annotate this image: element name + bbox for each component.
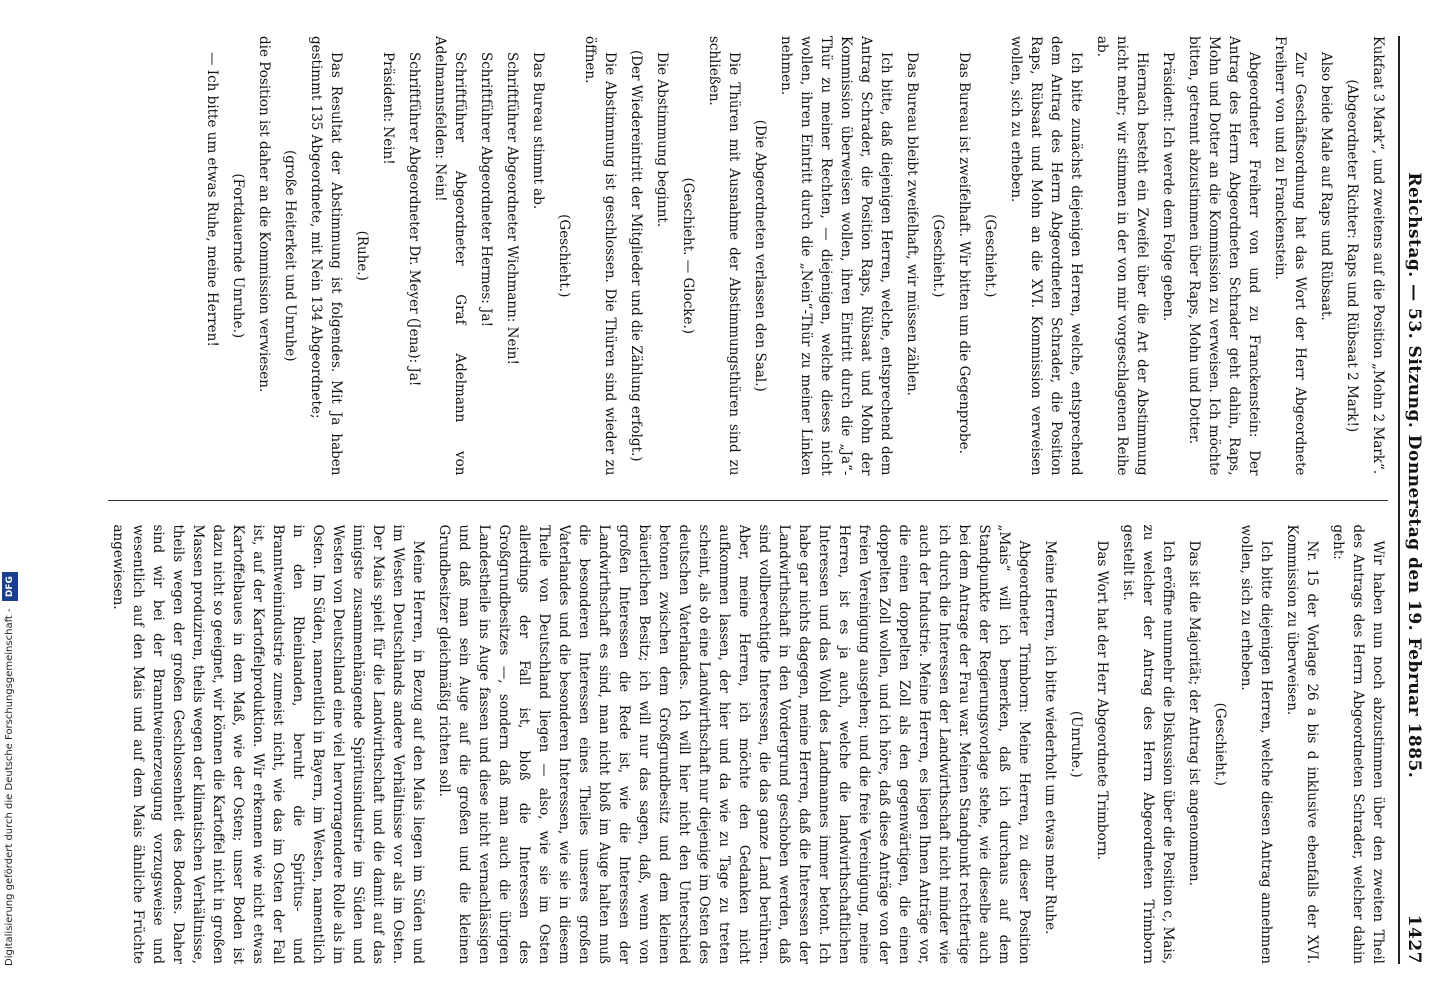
paragraph: (Die Abgeordneten verlassen den Saal.) (752, 119, 768, 392)
paragraph: Das ist die Majorität; der Antrag ist angenommen. (1186, 540, 1202, 886)
paragraph: — Ich bitte um etwas Ruhe, meine Herren! (204, 52, 220, 347)
paragraph: Die Abstimmung beginnt. (654, 52, 670, 228)
paragraph: (Geschieht.) (556, 214, 572, 298)
paragraph: Präsident: Ich werde dem Folge geben. (1160, 52, 1176, 322)
paragraph: die Position ist daher an die Kommission verwiesen. (256, 36, 272, 393)
page-number: 1427 (1404, 914, 1424, 964)
paragraph: Hiernach besteht ein Zweifel über die Art der Abstimmung nicht mehr; wir stimmen in der von mir vorgeschlagenen Reihe ab. (1094, 36, 1150, 476)
paragraph: Ich eröffne nunmehr die Diskussion über die Position c, Mais, zu welcher der Antrag des Herrn Abgeordneten Trimborn gestellt ist. (1120, 524, 1176, 964)
paragraph: Schriftführer Abgeordneter Graf Adelmann von Adelmannsfelden: Nein! (432, 36, 468, 476)
paragraph: Meine Herren, in Bezug auf den Mais liegen im Süden und im Westen Deutschlands andere Verhältnisse vor als im Osten. Der Mais spielt für die Landwirthschaft und die damit auf das innigste zusammenhängende Spiritusindustrie im Süden und Westen von Deutschland eine viel hervorragendere Rolle als im Osten. Im Süden, namentlich in Bayern, im Westen, namentlich in den Rheinlanden, beruht die Spiritus- und Branntweinindustrie zumeist nicht, wie das im Osten der Fall ist, auf der Kartoffelproduktion. Wir erkennen wie nicht etwas Kartoffelbaues in dem Maß, wie der Osten; unser Boden ist dazu nicht so geeignet, wir können die Kartoffel nicht in großen Massen produziren, theils wegen der klimatischen Verhältnisse, theils wegen der großen Geschlossenheit des Bodens. Daher sind wir bei der Branntweinerzeugung vorzugsweise und wesentlich auf den Mais und auf dem Mais ähnliche Früchte angewiesen. (110, 524, 426, 964)
paragraph: Präsident: Nein! (380, 52, 396, 165)
paragraph: Schriftführer Abgeordneter Hermes: Ja! (478, 52, 494, 328)
paragraph: Die Thüren mit Ausnahme der Abstimmungsthüren sind zu schließen. (706, 36, 742, 476)
paragraph: Das Bureau ist zweifelhaft. Wir bitten um die Gegenprobe. (956, 52, 972, 454)
paragraph: (Ruhe.) (354, 230, 370, 281)
dfg-logo-icon: DFG (2, 572, 18, 601)
paragraph: Das Wort hat der Herr Abgeordnete Trimborn. (1094, 540, 1110, 861)
left-column (108, 36, 1388, 476)
paragraph: Abgeordneter Trimborn: Meine Herren, zu dieser Position „Mais“ will ich bemerken, daß ich durchaus auf dem Standpunkte der Regierungsvorlage stehe, wie dieselbe auch bei dem Antrage der Frau war. Meinen Standpunkt rechtfertige ich durch die Interessen der Landwirthschaft nicht minder wie auch der Industrie. Meine Herren, es liegen Ihnen Anträge vor, die einen doppelten Zoll als den gegenwärtigen, die einen doppelten Zoll wollen, und ich höre, daß diese Anträge von der freien Vereinigung ausgehen; und die freie Vereinigung, meine Herren, ist es ja auch, welche die landwirthschaftlichen Interessen und das Wohl des Landmannes immer betont. Ich habe gar nichts dagegen, meine Herren, daß die Interessen der Landwirthschaft in den Vordergrund geschoben werden, daß sind vollberechtigte Interessen, die das ganze Land berühren. Aber, meine Herren, ich möchte den Gedanken nicht aufkommen lassen, der hier und da wie zu Tage zu treten scheint, als ob eine Landwirthschaft nur diejenige im Osten des deutschen Vaterlandes. Ich will hier nicht den Unterschied betonen zwischen dem Großgrundbesitz und dem kleinen bäuerlichen Besitz; ich will nur das sagen, daß, wenn von großen Interessen die Rede ist, wie die Interessen der Landwirthschaft es sind, man nicht bloß im Auge halten muß die besonderen Interessen eines Theiles unseres großen Vaterlandes und die besonderen Interessen, wie sie in diesem Theile von Deutschland liegen — also, wie sie im Osten allerdings der Fall ist, bloß die Interessen des Großgrundbesitzes —, sondern daß man auch die übrigen Landestheile ins Auge fassen und diese nicht vernachlässigen und daß man sein Auge auf die großen und die kleinen Grundbesitzer gleichmäßig richten soll. (436, 524, 1032, 964)
paragraph: (Unruhe.) (1068, 710, 1084, 778)
paragraph: Zur Geschäftsordnung hat das Wort der Herr Abgeordnete Freiherr von und zu Franckenstein. (1272, 36, 1308, 476)
running-title: Reichstag. — 53. Sitzung. Donnerstag den 19. Februar 1885. (1404, 172, 1424, 779)
paragraph: Also beide Male auf Raps und Rübsaat. (1318, 52, 1334, 321)
paragraph: (Geschieht.) (982, 214, 998, 298)
paragraph: Kukfaat 3 Mark“, und zweitens auf die Position „Mohn 2 Mark“. (1370, 36, 1386, 475)
credit-text: Digitalisierung gefördert durch die Deutsche Forschungsgemeinschaft - (4, 608, 15, 966)
paragraph: (große Heiterkeit und Unruhe) (282, 150, 298, 362)
digitization-credit (2, 0, 18, 1000)
paragraph: Wir haben nun noch abzustimmen über den zweiten Theil des Antrags des Herrn Abgeordneten Schrader, welcher dahin geht: (1330, 524, 1386, 964)
paragraph: (Geschieht.) (1212, 702, 1228, 786)
paragraph: Das Bureau bleibt zweifelhaft, wir müssen zählen. (904, 52, 920, 396)
paragraph: Das Bureau stimmt ab. (530, 52, 546, 210)
paragraph: Die Abstimmung ist geschlossen. Die Thüren sind wieder zu öffnen. (582, 36, 618, 476)
paragraph: Nr. 15 der Vorlage 26 a bis d inklusive ebenfalls der XVI. Kommission zu überweisen. (1284, 524, 1320, 964)
right-column (108, 525, 1388, 965)
paragraph: (Geschieht.) (930, 214, 946, 298)
document-page (40, 0, 1432, 1000)
column-divider (108, 500, 1388, 501)
page-header (1400, 36, 1424, 964)
text-columns (108, 36, 1388, 964)
header-rule (1398, 36, 1400, 964)
paragraph: (Der Wiedereintritt der Mitglieder und die Zählung erfolgt.) (628, 49, 644, 462)
paragraph: (Fortdauernde Unruhe.) (230, 173, 246, 339)
paragraph: (Abgeordneter Richter: Raps und Rübsaat 2 Mark!) (1344, 79, 1360, 433)
paragraph: Schriftführer Abgeordneter Wichmann: Nein! (504, 52, 520, 365)
paragraph: Das Resultat der Abstimmung ist folgendes. Mit Ja haben gestimmt 135 Abgeordnete, mit Nein 134 Abgeordnete; (308, 36, 344, 476)
paragraph: Schriftführer Abgeordneter Dr. Meyer (Jena): Ja! (406, 52, 422, 387)
paragraph: Ich bitte zunächst diejenigen Herren, welche, entsprechend dem Antrag des Herrn Abgeordneten Schrader, die Position Raps, Rübsaat und Mohn an die XVI. Kommission verweisen wollen, sich zu erheben. (1008, 36, 1084, 476)
paragraph: Ich bitte, daß diejenigen Herren, welche, entsprechend dem Antrag Schrader, die Position Raps, Rübsaat und Mohn der Kommission überweisen wollen, ihren Eintritt durch die „Ja“-Thür zu meiner Rechten, — diejenigen, welche dieses nicht wollen, ihren Eintritt durch die „Nein“-Thür zu meiner Linken nehmen. (778, 36, 894, 476)
paragraph: Ich bitte diejenigen Herren, welche diesen Antrag annehmen wollen, sich zu erheben. (1238, 524, 1274, 964)
paragraph: Meine Herren, ich bitte wiederholt um etwas mehr Ruhe. (1042, 540, 1058, 935)
paragraph: (Geschieht. — Glocke.) (680, 177, 696, 335)
paragraph: Abgeordneter Freiherr von und zu Franckenstein: Der Antrag des Herrn Abgeordneten Schrader geht dahin, Raps, Mohn und Dotter an die Kommission zu verweisen. Ich möchte bitten, getrennt abzustimmen über Raps, Mohn und Dotter. (1186, 36, 1262, 476)
